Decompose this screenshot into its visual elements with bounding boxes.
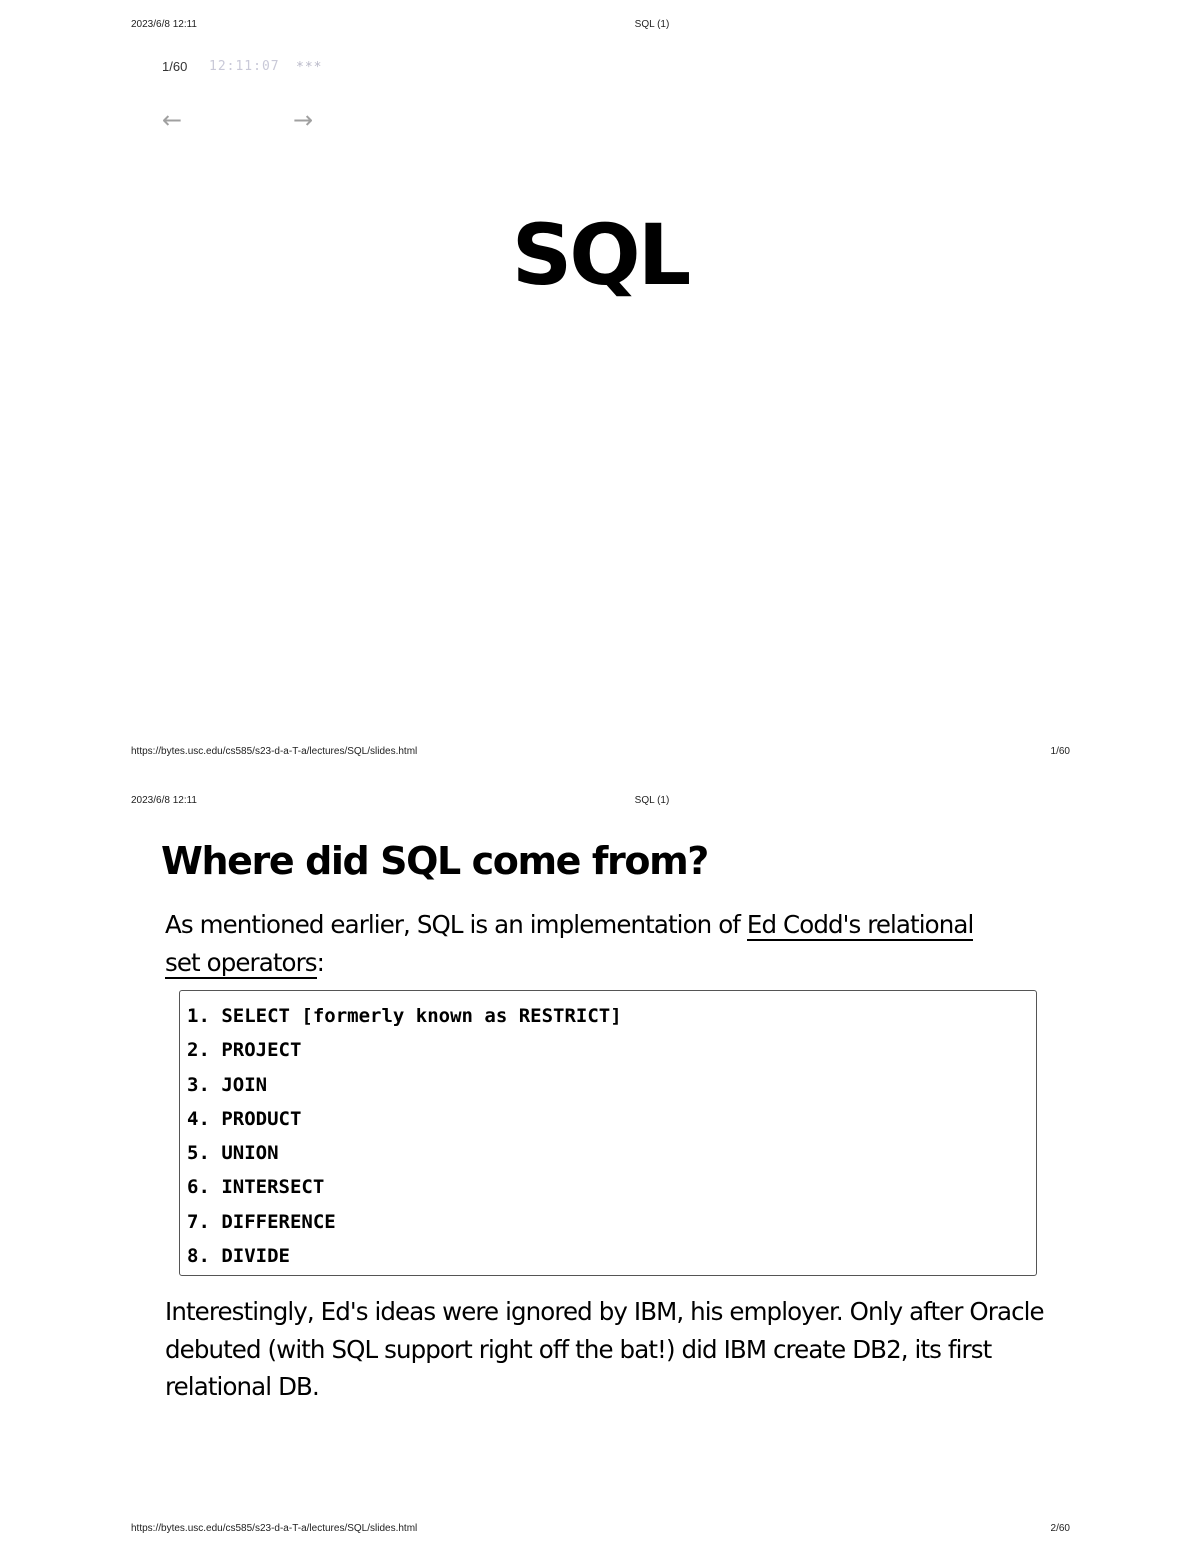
next-slide-arrow-icon[interactable]: → <box>293 106 314 134</box>
page-footer-url: https://bytes.usc.edu/cs585/s23-d-a-T-a/lectures/SQL/slides.html <box>131 1523 418 1534</box>
intro-text: As mentioned earlier, SQL is an implementation of <box>165 910 747 939</box>
slide-title: SQL <box>511 206 689 304</box>
operator-line: 3. JOIN <box>187 1073 268 1096</box>
operator-line: 2. PROJECT <box>187 1039 302 1062</box>
operator-line: 7. DIFFERENCE <box>187 1210 336 1233</box>
slide-counter: 1/60 <box>162 59 188 74</box>
page-footer-number: 1/60 <box>1050 746 1070 757</box>
page-footer-number: 2/60 <box>1050 1523 1070 1534</box>
page-header-datetime: 2023/6/8 12:11 <box>131 19 197 30</box>
codd-link-line-1[interactable]: Ed Codd's relational <box>746 910 974 939</box>
operator-line: 1. SELECT [formerly known as RESTRICT] <box>187 1005 622 1027</box>
pdf-page-1 <box>0 0 1200 776</box>
page-header-title: SQL (1) <box>634 795 670 806</box>
clock-stars: *** <box>296 60 323 75</box>
operator-line: 8. DIVIDE <box>187 1245 290 1268</box>
operator-line: 6. INTERSECT <box>187 1176 325 1199</box>
closing-paragraph: Interestingly, Ed's ideas were ignored by IBM, his employer. Only after Oracle debuted (with SQL support right off the bat!) did IBM create DB2, its first relational DB. <box>165 1297 1044 1401</box>
operators-code-block <box>179 990 1037 1276</box>
presentation-clock: 12:11:07 <box>209 59 280 74</box>
page-footer-url: https://bytes.usc.edu/cs585/s23-d-a-T-a/lectures/SQL/slides.html <box>131 746 418 757</box>
page-header-datetime: 2023/6/8 12:11 <box>131 795 197 806</box>
slide-heading: Where did SQL come from? <box>161 839 708 883</box>
prev-slide-arrow-icon[interactable]: ← <box>162 106 183 134</box>
operator-line: 5. UNION <box>187 1142 279 1165</box>
operator-line: 4. PRODUCT <box>187 1107 302 1130</box>
intro-colon: : <box>316 947 325 977</box>
page-header-title: SQL (1) <box>634 19 670 30</box>
codd-link-line-2[interactable]: set operators <box>165 947 317 977</box>
intro-paragraph <box>165 906 1045 981</box>
